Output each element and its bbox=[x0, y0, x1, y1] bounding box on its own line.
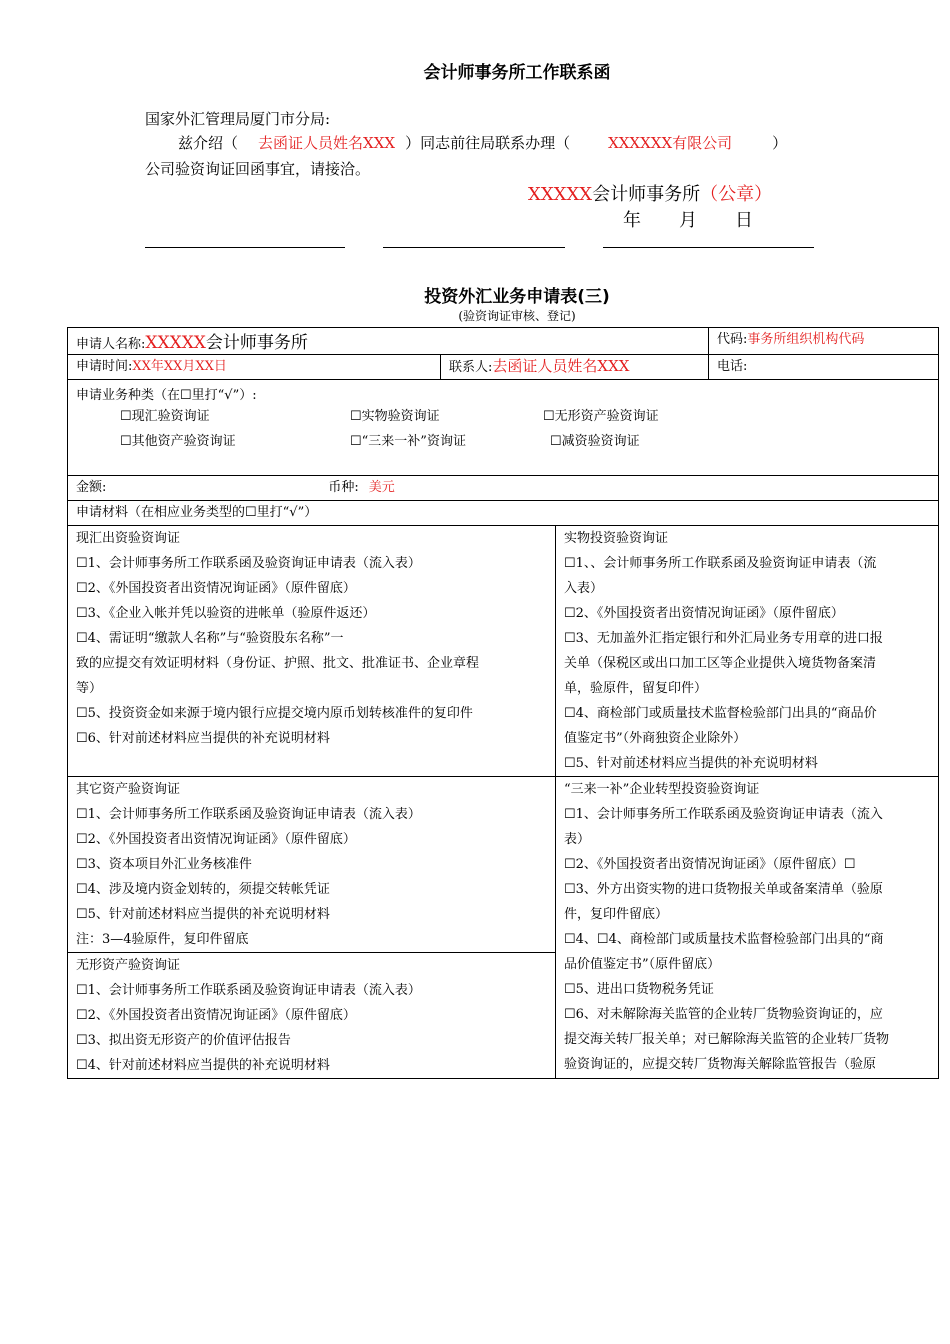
list-item: 件，复印件留底） bbox=[564, 907, 669, 922]
other-title: 其它资产验资询证 bbox=[76, 782, 181, 797]
list-item: ☐2、《外国投资者出资情况询证函》（原件留底） bbox=[76, 1008, 356, 1023]
phone-label: 电话: bbox=[717, 359, 748, 374]
phone-cell bbox=[709, 355, 939, 380]
list-item: ☐3、资本项目外汇业务核准件 bbox=[76, 857, 252, 872]
list-item: ☐3、无加盖外汇指定银行和外汇局业务专用章的进口报 bbox=[564, 631, 883, 646]
amount-label: 金额: bbox=[76, 480, 107, 495]
list-item: ☐3、外方出资实物的进口货物报关单或备案清单（验原 bbox=[564, 882, 883, 897]
list-item: 关单（保税区或出口加工区等企业提供入境货物备案清 bbox=[564, 656, 877, 671]
application-form bbox=[67, 327, 939, 1079]
date-month: 月 bbox=[679, 210, 697, 231]
divider-line bbox=[603, 247, 814, 248]
time-cell bbox=[68, 355, 441, 380]
person-name: 去函证人员姓名XXX bbox=[258, 134, 396, 152]
list-item: 致的应提交有效证明材料（身份证、护照、批文、批准证书、企业章程 bbox=[76, 656, 480, 671]
contact-cell bbox=[441, 355, 709, 380]
contact-label: 联系人: bbox=[449, 360, 493, 375]
list-item: 值鉴定书”（外商独资企业除外） bbox=[564, 731, 747, 746]
form-subtitle: (验资询证审核、登记) bbox=[458, 309, 576, 323]
list-item: 入表） bbox=[564, 581, 604, 596]
option-cash[interactable]: ☐现汇验资询证 bbox=[120, 409, 210, 424]
list-item: ☐1、会计师事务所工作联系函及验资询证申请表（流入 bbox=[564, 807, 883, 822]
list-item: ☐4、商检部门或质量技术监督检验部门出具的“商品价 bbox=[564, 706, 877, 721]
list-item: 提交海关转厂报关单；对已解除海关监管的企业转厂货物 bbox=[564, 1032, 890, 1047]
date-year: 年 bbox=[623, 210, 641, 231]
intro-suffix: ） bbox=[772, 134, 788, 152]
option-physical[interactable]: ☐实物验资询证 bbox=[350, 409, 440, 424]
code-label: 代码: bbox=[717, 332, 748, 347]
list-item: 品价值鉴定书”（原件留底） bbox=[564, 957, 721, 972]
list-item: ☐4、涉及境内资金划转的，须提交转帐凭证 bbox=[76, 882, 330, 897]
date-line bbox=[623, 206, 753, 232]
intangible-section bbox=[68, 953, 555, 1078]
list-item: ☐1、会计师事务所工作联系函及验资询证申请表（流入表） bbox=[76, 983, 421, 998]
list-item: ☐6、对未解除海关监管的企业转厂货物验资询证的，应 bbox=[564, 1007, 883, 1022]
code-value: 事务所组织机构代码 bbox=[747, 332, 865, 347]
list-item: ☐3、《企业入帐并凭以验资的进帐单（验原件返还） bbox=[76, 606, 376, 621]
list-item: ☐2、《外国投资者出资情况询证函》（原件留底） bbox=[564, 606, 844, 621]
divider-line bbox=[383, 247, 565, 248]
list-item: ☐2、《外国投资者出资情况询证函》（原件留底） bbox=[76, 832, 356, 847]
list-item: ☐4、需证明“缴款人名称”与“验资股东名称”一 bbox=[76, 631, 344, 646]
applicant-cell bbox=[68, 328, 709, 355]
list-item: ☐1、、会计师事务所工作联系函及验资询证申请表（流 bbox=[564, 556, 877, 571]
other-section bbox=[68, 777, 555, 953]
code-cell bbox=[709, 328, 939, 355]
list-item: ☐3、拟出资无形资产的价值评估报告 bbox=[76, 1033, 291, 1048]
currency-label: 币种: bbox=[328, 480, 359, 495]
list-item: ☐1、会计师事务所工作联系函及验资询证申请表（流入表） bbox=[76, 807, 421, 822]
cash-section bbox=[68, 526, 556, 777]
materials-label: 申请材料（在相应业务类型的☐里打“√”） bbox=[76, 505, 318, 520]
list-item: ☐2、《外国投资者出资情况询证函》（原件留底）☐ bbox=[564, 857, 856, 872]
list-item: ☐5、针对前述材料应当提供的补充说明材料 bbox=[76, 907, 330, 922]
list-item: 注：3—4验原件，复印件留底 bbox=[76, 932, 249, 947]
firm-label: 会计师事务所 bbox=[592, 184, 701, 205]
time-value: XX年XX月XX日 bbox=[132, 359, 227, 374]
addressee: 国家外汇管理局厦门市分局: bbox=[145, 110, 331, 128]
divider-line bbox=[145, 247, 345, 248]
biz-type-cell bbox=[68, 380, 939, 476]
firm-name: XXXXX bbox=[528, 184, 593, 205]
list-item: 验资询证的，应提交转厂货物海关解除监管报告（验原 bbox=[564, 1057, 877, 1072]
option-reduction[interactable]: ☐减资验资询证 bbox=[550, 434, 640, 449]
seal-label: （公章） bbox=[700, 184, 773, 205]
option-intangible[interactable]: ☐无形资产验资询证 bbox=[543, 409, 659, 424]
physical-title: 实物投资验资询证 bbox=[564, 531, 669, 546]
intro-line bbox=[178, 132, 787, 153]
firm-signature bbox=[528, 180, 772, 206]
list-item: ☐1、会计师事务所工作联系函及验资询证申请表（流入表） bbox=[76, 556, 421, 571]
intangible-title: 无形资产验资询证 bbox=[76, 958, 181, 973]
letter-title: 会计师事务所工作联系函 bbox=[423, 63, 611, 83]
amount-cell bbox=[68, 476, 939, 501]
intro-mid: ）同志前往局联系办理（ bbox=[405, 134, 571, 152]
biz-type-label: 申请业务种类（在☐里打“√”）: bbox=[76, 388, 257, 403]
form-title: 投资外汇业务申请表(三) bbox=[424, 287, 610, 307]
applicant-suffix: 会计师事务所 bbox=[205, 333, 308, 353]
currency-value: 美元 bbox=[368, 480, 395, 495]
sanlai-title: “三来一补”企业转型投资验资询证 bbox=[564, 782, 760, 797]
option-sanlai[interactable]: ☐“三来一补”资询证 bbox=[350, 434, 466, 449]
list-item: ☐5、投资资金如来源于境内银行应提交境内原币划转核准件的复印件 bbox=[76, 706, 473, 721]
contact-value: 去函证人员姓名XXX bbox=[492, 357, 630, 375]
time-label: 申请时间: bbox=[76, 359, 133, 374]
physical-section bbox=[556, 526, 939, 777]
list-item: ☐4、针对前述材料应当提供的补充说明材料 bbox=[76, 1058, 330, 1073]
list-item: ☐5、针对前述材料应当提供的补充说明材料 bbox=[564, 756, 818, 771]
list-item: 单，验原件，留复印件） bbox=[564, 681, 708, 696]
list-item: ☐2、《外国投资者出资情况询证函》（原件留底） bbox=[76, 581, 356, 596]
list-item: 表） bbox=[564, 832, 591, 847]
list-item: ☐6、针对前述材料应当提供的补充说明材料 bbox=[76, 731, 330, 746]
cash-title: 现汇出资验资询证 bbox=[76, 531, 181, 546]
intro-prefix: 兹介绍（ bbox=[178, 134, 239, 152]
biz-options bbox=[76, 403, 930, 475]
purpose-line: 公司验资询证回函事宜，请接洽。 bbox=[145, 160, 371, 178]
applicant-name: XXXXX bbox=[145, 333, 206, 353]
sanlai-section bbox=[556, 777, 939, 1079]
list-item: ☐5、进出口货物税务凭证 bbox=[564, 982, 714, 997]
applicant-label: 申请人名称: bbox=[76, 337, 146, 352]
other-intangible-section bbox=[68, 777, 556, 1079]
list-item: ☐4、☐4、商检部门或质量技术监督检验部门出具的“商 bbox=[564, 932, 884, 947]
date-day: 日 bbox=[735, 210, 753, 231]
list-item: 等） bbox=[76, 681, 103, 696]
option-other[interactable]: ☐其他资产验资询证 bbox=[120, 434, 236, 449]
company-name: XXXXXX有限公司 bbox=[608, 134, 733, 152]
materials-cell bbox=[68, 501, 939, 526]
